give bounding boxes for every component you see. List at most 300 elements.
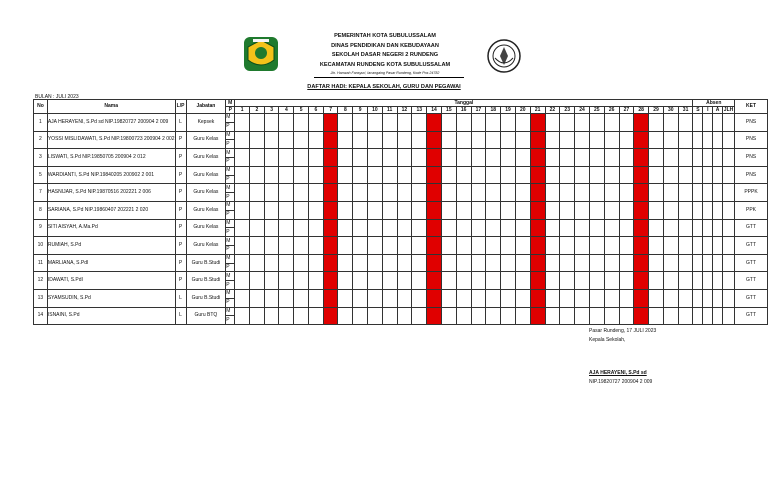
row-no: 9 [34, 219, 48, 237]
attendance-cell [249, 237, 264, 255]
attendance-cell [382, 201, 397, 219]
attendance-cell [589, 307, 604, 325]
table-row [34, 114, 768, 123]
attendance-cell [308, 272, 323, 290]
row-m-label: M [226, 201, 235, 210]
attendance-cell [397, 272, 412, 290]
row-jabatan: Guru Kelas [186, 237, 226, 255]
attendance-cell [501, 114, 516, 132]
attendance-cell [619, 149, 634, 167]
attendance-cell [249, 184, 264, 202]
row-ket: PNS [735, 131, 768, 149]
attendance-cell [604, 114, 619, 132]
sunday-cell [634, 166, 649, 184]
attendance-cell [397, 131, 412, 149]
attendance-cell [353, 272, 368, 290]
attendance-cell [235, 219, 250, 237]
attendance-cell [353, 114, 368, 132]
header-absen: Absen [693, 100, 735, 107]
attendance-cell [649, 254, 664, 272]
header-day-16: 16 [456, 107, 471, 114]
row-nama: AJA HERAYENI, S.Pd sd NIP.19820727 200904 2 009 [47, 114, 175, 132]
attendance-cell [456, 237, 471, 255]
row-p-label: P [226, 210, 235, 219]
attendance-cell [397, 289, 412, 307]
attendance-cell [501, 131, 516, 149]
absen-cell [693, 237, 703, 255]
table-row [34, 289, 768, 298]
attendance-cell [279, 166, 294, 184]
attendance-cell [397, 201, 412, 219]
absen-cell [693, 307, 703, 325]
attendance-cell [649, 166, 664, 184]
row-nama: SARIANA, S.Pd NIP.19860407 202221 2 020 [47, 201, 175, 219]
table-row [34, 201, 768, 210]
attendance-table [33, 99, 768, 325]
row-no: 1 [34, 114, 48, 132]
attendance-cell [501, 237, 516, 255]
attendance-cell [515, 166, 530, 184]
attendance-cell [456, 166, 471, 184]
attendance-cell [501, 184, 516, 202]
attendance-cell [279, 184, 294, 202]
attendance-cell [441, 272, 456, 290]
header-day-20: 20 [515, 107, 530, 114]
sunday-cell [323, 149, 338, 167]
table-row [34, 237, 768, 246]
sunday-cell [530, 149, 545, 167]
attendance-cell [604, 201, 619, 219]
attendance-cell [249, 149, 264, 167]
attendance-cell [471, 237, 486, 255]
row-lp: P [175, 201, 186, 219]
row-no: 7 [34, 184, 48, 202]
header-ket: KET [735, 100, 768, 114]
attendance-cell [471, 307, 486, 325]
table-row [34, 184, 768, 193]
attendance-cell [308, 201, 323, 219]
attendance-cell [678, 166, 693, 184]
absen-cell [713, 237, 723, 255]
header-day-24: 24 [575, 107, 590, 114]
attendance-cell [456, 289, 471, 307]
row-no: 13 [34, 289, 48, 307]
attendance-cell [663, 219, 678, 237]
attendance-cell [545, 307, 560, 325]
row-jabatan: Guru Kelas [186, 131, 226, 149]
row-no: 14 [34, 307, 48, 325]
attendance-cell [441, 237, 456, 255]
header-day-13: 13 [412, 107, 427, 114]
row-jabatan: Guru Kelas [186, 166, 226, 184]
attendance-cell [678, 219, 693, 237]
attendance-cell [264, 254, 279, 272]
absen-cell [713, 166, 723, 184]
attendance-cell [663, 272, 678, 290]
attendance-cell [235, 289, 250, 307]
row-p-label: P [226, 298, 235, 307]
attendance-cell [441, 289, 456, 307]
attendance-cell [308, 166, 323, 184]
attendance-cell [560, 289, 575, 307]
sunday-cell [323, 254, 338, 272]
attendance-cell [264, 219, 279, 237]
attendance-cell [308, 289, 323, 307]
sunday-cell [634, 289, 649, 307]
row-p-label: P [226, 263, 235, 272]
attendance-cell [501, 307, 516, 325]
row-no: 10 [34, 237, 48, 255]
attendance-cell [308, 219, 323, 237]
attendance-cell [397, 149, 412, 167]
attendance-cell [279, 114, 294, 132]
attendance-cell [486, 149, 501, 167]
attendance-cell [515, 201, 530, 219]
attendance-cell [649, 272, 664, 290]
attendance-cell [249, 166, 264, 184]
attendance-cell [456, 254, 471, 272]
sunday-cell [634, 131, 649, 149]
attendance-cell [367, 307, 382, 325]
row-p-label: P [226, 122, 235, 131]
attendance-cell [575, 114, 590, 132]
absen-cell [713, 184, 723, 202]
row-lp: L [175, 307, 186, 325]
attendance-cell [649, 307, 664, 325]
attendance-cell [604, 307, 619, 325]
attendance-cell [235, 237, 250, 255]
row-lp: P [175, 237, 186, 255]
attendance-cell [471, 166, 486, 184]
attendance-cell [589, 272, 604, 290]
row-m-label: M [226, 254, 235, 263]
attendance-cell [619, 307, 634, 325]
header-day-27: 27 [619, 107, 634, 114]
attendance-cell [501, 254, 516, 272]
row-ket: GTT [735, 237, 768, 255]
sunday-cell [323, 272, 338, 290]
row-lp: P [175, 131, 186, 149]
attendance-cell [649, 237, 664, 255]
header-day-31: 31 [678, 107, 693, 114]
table-row [34, 272, 768, 281]
kop-line-3: SEKOLAH DASAR NEGERI 2 RUNDENG [331, 52, 439, 59]
row-m-label: M [226, 131, 235, 140]
row-ket: PNS [735, 149, 768, 167]
attendance-cell [367, 272, 382, 290]
header-day-11: 11 [382, 107, 397, 114]
attendance-cell [338, 289, 353, 307]
attendance-cell [353, 184, 368, 202]
sunday-cell [323, 166, 338, 184]
attendance-cell [663, 307, 678, 325]
header-absen-jlh: JLH [723, 106, 734, 113]
attendance-cell [515, 272, 530, 290]
row-lp: L [175, 114, 186, 132]
row-nama: HASNIJAR, S.Pd NIP.19870516 202221 2 006 [47, 184, 175, 202]
attendance-cell [501, 201, 516, 219]
absen-cell [693, 289, 703, 307]
attendance-cell [412, 201, 427, 219]
attendance-cell [545, 272, 560, 290]
attendance-cell [235, 166, 250, 184]
kop-line-2: DINAS PENDIDIKAN DAN KEBUDAYAAN [331, 42, 439, 49]
attendance-cell [279, 254, 294, 272]
sunday-cell [530, 272, 545, 290]
absen-cell [703, 201, 713, 219]
attendance-cell [501, 272, 516, 290]
attendance-cell [515, 289, 530, 307]
row-jabatan: Guru Kelas [186, 184, 226, 202]
attendance-cell [279, 289, 294, 307]
attendance-cell [471, 219, 486, 237]
row-m-label: M [226, 289, 235, 298]
sunday-cell [530, 166, 545, 184]
attendance-cell [279, 272, 294, 290]
absen-cell [723, 166, 735, 184]
attendance-cell [382, 149, 397, 167]
attendance-cell [575, 307, 590, 325]
attendance-cell [338, 307, 353, 325]
attendance-cell [294, 184, 309, 202]
attendance-cell [294, 149, 309, 167]
attendance-cell [663, 184, 678, 202]
sunday-cell [634, 219, 649, 237]
attendance-cell [353, 149, 368, 167]
attendance-cell [353, 166, 368, 184]
attendance-cell [441, 114, 456, 132]
attendance-cell [367, 114, 382, 132]
absen-cell [723, 184, 735, 202]
attendance-cell [367, 254, 382, 272]
sunday-cell [634, 254, 649, 272]
absen-cell [723, 254, 735, 272]
attendance-cell [397, 307, 412, 325]
row-p-label: P [226, 175, 235, 184]
attendance-cell [235, 201, 250, 219]
attendance-cell [560, 131, 575, 149]
attendance-cell [560, 307, 575, 325]
attendance-cell [560, 219, 575, 237]
attendance-cell [249, 289, 264, 307]
attendance-cell [560, 201, 575, 219]
row-ket: GTT [735, 219, 768, 237]
attendance-cell [575, 166, 590, 184]
attendance-cell [545, 201, 560, 219]
header-lp: L/P [175, 100, 186, 114]
header-day-19: 19 [501, 107, 516, 114]
attendance-cell [338, 149, 353, 167]
row-no: 5 [34, 166, 48, 184]
header-day-30: 30 [663, 107, 678, 114]
attendance-cell [619, 184, 634, 202]
absen-cell [703, 237, 713, 255]
attendance-cell [249, 131, 264, 149]
header-jabatan: Jabatan [186, 100, 226, 114]
attendance-cell [397, 166, 412, 184]
sunday-cell [634, 114, 649, 132]
signature-name: AJA HERAYENI, S.Pd sd [589, 370, 647, 376]
attendance-cell [235, 307, 250, 325]
absen-cell [713, 131, 723, 149]
attendance-cell [367, 219, 382, 237]
attendance-cell [412, 131, 427, 149]
attendance-cell [663, 114, 678, 132]
header-day-2: 2 [249, 107, 264, 114]
attendance-cell [545, 184, 560, 202]
sunday-cell [427, 219, 442, 237]
attendance-cell [649, 289, 664, 307]
row-jabatan: Guru Kelas [186, 149, 226, 167]
school-emblem-icon [486, 38, 522, 74]
row-ket: PNS [735, 166, 768, 184]
absen-cell [723, 131, 735, 149]
sunday-cell [427, 272, 442, 290]
sunday-cell [530, 131, 545, 149]
attendance-cell [560, 184, 575, 202]
attendance-cell [589, 166, 604, 184]
attendance-cell [249, 114, 264, 132]
attendance-cell [294, 131, 309, 149]
table-row [34, 254, 768, 263]
row-lp: P [175, 219, 186, 237]
attendance-cell [501, 219, 516, 237]
attendance-cell [353, 289, 368, 307]
row-m-label: M [226, 219, 235, 228]
row-jabatan: Guru B.Studi [186, 272, 226, 290]
attendance-cell [456, 201, 471, 219]
absen-cell [703, 289, 713, 307]
attendance-cell [604, 254, 619, 272]
row-jabatan: Guru B.Studi [186, 289, 226, 307]
attendance-cell [560, 254, 575, 272]
header-day-14: 14 [427, 107, 442, 114]
attendance-cell [367, 237, 382, 255]
header-no: No [34, 100, 48, 114]
absen-cell [703, 184, 713, 202]
attendance-cell [589, 114, 604, 132]
header-day-18: 18 [486, 107, 501, 114]
attendance-cell [279, 307, 294, 325]
attendance-cell [264, 131, 279, 149]
attendance-cell [589, 237, 604, 255]
attendance-cell [619, 114, 634, 132]
attendance-cell [412, 272, 427, 290]
attendance-cell [235, 272, 250, 290]
table-row [34, 149, 768, 158]
attendance-cell [235, 184, 250, 202]
absen-cell [703, 307, 713, 325]
row-m-label: M [226, 184, 235, 193]
attendance-cell [678, 307, 693, 325]
signature-nip: NIP.19820727 200904 2 009 [589, 379, 653, 385]
sunday-cell [634, 149, 649, 167]
attendance-cell [619, 219, 634, 237]
attendance-cell [382, 166, 397, 184]
sunday-cell [427, 201, 442, 219]
attendance-cell [441, 166, 456, 184]
city-emblem-icon [243, 36, 279, 72]
attendance-cell [294, 254, 309, 272]
absen-cell [723, 237, 735, 255]
attendance-cell [367, 184, 382, 202]
row-nama: YOSSI MISLIDAWATI, S.Pd NIP.19800723 200904 2 002 [47, 131, 175, 149]
row-lp: P [175, 254, 186, 272]
attendance-cell [382, 272, 397, 290]
attendance-cell [456, 131, 471, 149]
document-title: DAFTAR HADI: KEPALA SEKOLAH, GURU DAN PEGAWAI [307, 84, 461, 90]
sunday-cell [427, 114, 442, 132]
header-day-25: 25 [589, 107, 604, 114]
attendance-cell [663, 149, 678, 167]
attendance-cell [575, 149, 590, 167]
sunday-cell [634, 307, 649, 325]
attendance-cell [604, 184, 619, 202]
header-m: M [226, 100, 235, 107]
sunday-cell [634, 184, 649, 202]
attendance-cell [294, 307, 309, 325]
attendance-cell [545, 289, 560, 307]
attendance-cell [264, 289, 279, 307]
sunday-cell [530, 184, 545, 202]
attendance-cell [235, 114, 250, 132]
attendance-cell [338, 114, 353, 132]
attendance-cell [353, 237, 368, 255]
attendance-cell [619, 166, 634, 184]
row-no: 11 [34, 254, 48, 272]
table-row [34, 131, 768, 140]
absen-cell [723, 289, 735, 307]
sunday-cell [427, 254, 442, 272]
absen-cell [713, 219, 723, 237]
month-label: BULAN : JULI 2023 [35, 94, 79, 100]
attendance-cell [589, 254, 604, 272]
sunday-cell [427, 307, 442, 325]
row-nama: WARDIANTI, S.Pd NIP.19840205 200902 2 001 [47, 166, 175, 184]
attendance-cell [294, 219, 309, 237]
sunday-cell [427, 237, 442, 255]
attendance-cell [589, 219, 604, 237]
attendance-cell [663, 254, 678, 272]
attendance-cell [560, 166, 575, 184]
attendance-cell [456, 149, 471, 167]
sunday-cell [530, 254, 545, 272]
attendance-cell [382, 307, 397, 325]
attendance-cell [412, 289, 427, 307]
attendance-cell [486, 166, 501, 184]
attendance-cell [560, 114, 575, 132]
attendance-cell [678, 289, 693, 307]
absen-cell [713, 289, 723, 307]
attendance-cell [515, 219, 530, 237]
attendance-cell [619, 289, 634, 307]
attendance-cell [367, 166, 382, 184]
attendance-cell [501, 149, 516, 167]
attendance-cell [678, 237, 693, 255]
row-m-label: M [226, 307, 235, 316]
table-row [34, 307, 768, 316]
header-day-15: 15 [441, 107, 456, 114]
attendance-cell [441, 254, 456, 272]
attendance-cell [412, 307, 427, 325]
attendance-cell [471, 289, 486, 307]
attendance-cell [235, 131, 250, 149]
attendance-cell [397, 254, 412, 272]
row-ket: GTT [735, 272, 768, 290]
attendance-cell [456, 219, 471, 237]
row-jabatan: Guru Kelas [186, 219, 226, 237]
attendance-cell [279, 219, 294, 237]
